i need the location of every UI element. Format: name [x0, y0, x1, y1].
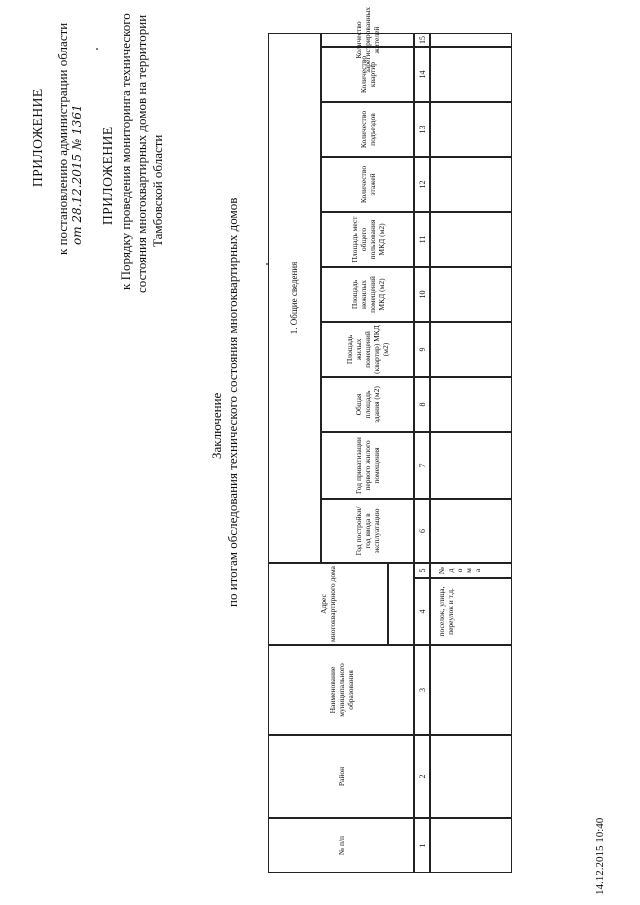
data-cell-8 [430, 377, 512, 432]
data-cell-3 [430, 645, 512, 735]
col-header-12: Количество этажей [321, 157, 414, 212]
col-num-6: 6 [414, 499, 430, 563]
scan-speck [96, 48, 98, 50]
col-header-8: Общая площадь здания (м2) [321, 377, 414, 432]
col-num-8: 8 [414, 377, 430, 432]
col-num-3: 3 [414, 645, 430, 735]
col-num-11: 11 [414, 212, 430, 267]
data-cell-1 [430, 818, 512, 873]
data-cell-2 [430, 735, 512, 818]
data-cell-5-house-number [430, 563, 512, 578]
data-cell-4-address-hint: поселок, улица, переулок и т.д. [430, 578, 512, 645]
conclusion-title: Заключение [209, 392, 224, 459]
data-cell-13 [430, 102, 512, 157]
house-number-hint: № д о м а [437, 566, 482, 575]
data-cell-6 [430, 499, 512, 563]
col-header-13: Количество подъездов [321, 102, 414, 157]
print-timestamp: 14.12.2015 10:40 [594, 817, 606, 895]
col-num-14: 14 [414, 47, 430, 102]
col-header-10: Площадь нежилых помещений МКД (м2) [321, 267, 414, 322]
col-num-9: 9 [414, 322, 430, 377]
data-cell-10 [430, 267, 512, 322]
col-header-7: Год приватизации первого жилого помещения [321, 432, 414, 499]
col-header-3: Наименование муниципального образования [268, 645, 414, 735]
col-header-9: Площадь жилых помещений (квартир) МКД (м2) [321, 322, 414, 377]
col-num-7: 7 [414, 432, 430, 499]
col-header-1: № п/п [268, 818, 414, 873]
col-num-5: 5 [414, 563, 430, 578]
section-header-general-info: 1. Общие сведения [268, 33, 321, 563]
appendix-2-line-3: Тамбовской области [150, 134, 165, 247]
appendix-1-title: ПРИЛОЖЕНИЕ [30, 88, 45, 187]
col-header-14: Количество квартир [321, 47, 414, 102]
col-num-1: 1 [414, 818, 430, 873]
col-header-11: Площадь мест общего пользования МКД (м2) [321, 212, 414, 267]
data-cell-14 [430, 47, 512, 102]
conclusion-subtitle: по итогам обследования технического состояния многоквартирных домов [225, 197, 240, 607]
col-num-12: 12 [414, 157, 430, 212]
data-cell-12 [430, 157, 512, 212]
col-header-6: Год постройки/год ввода в эксплуатацию [321, 499, 414, 563]
data-cell-9 [430, 322, 512, 377]
data-cell-15 [430, 33, 512, 47]
col-num-10: 10 [414, 267, 430, 322]
data-cell-11 [430, 212, 512, 267]
col-header-4: Адрес многоквартирного дома [268, 563, 388, 645]
col-num-15: 15 [414, 33, 430, 47]
col-num-13: 13 [414, 102, 430, 157]
appendix-1-handwritten-date-number: от 28.12.2015 № 1361 [70, 104, 84, 245]
col-header-2: Район [268, 735, 414, 818]
appendix-1-line: к постановлению администрации области [55, 22, 70, 255]
col-num-2: 2 [414, 735, 430, 818]
appendix-2-title: ПРИЛОЖЕНИЕ [100, 126, 115, 225]
col-header-15: Количество зарегистрированных жителей [321, 33, 414, 47]
appendix-2-line-1: к Порядку проведения мониторинга технического [118, 13, 133, 290]
appendix-2-line-2: состояния многоквартирных домов на территории [134, 14, 149, 293]
col-header-4-5-spacer [388, 563, 414, 645]
data-cell-7 [430, 432, 512, 499]
col-num-4: 4 [414, 578, 430, 645]
